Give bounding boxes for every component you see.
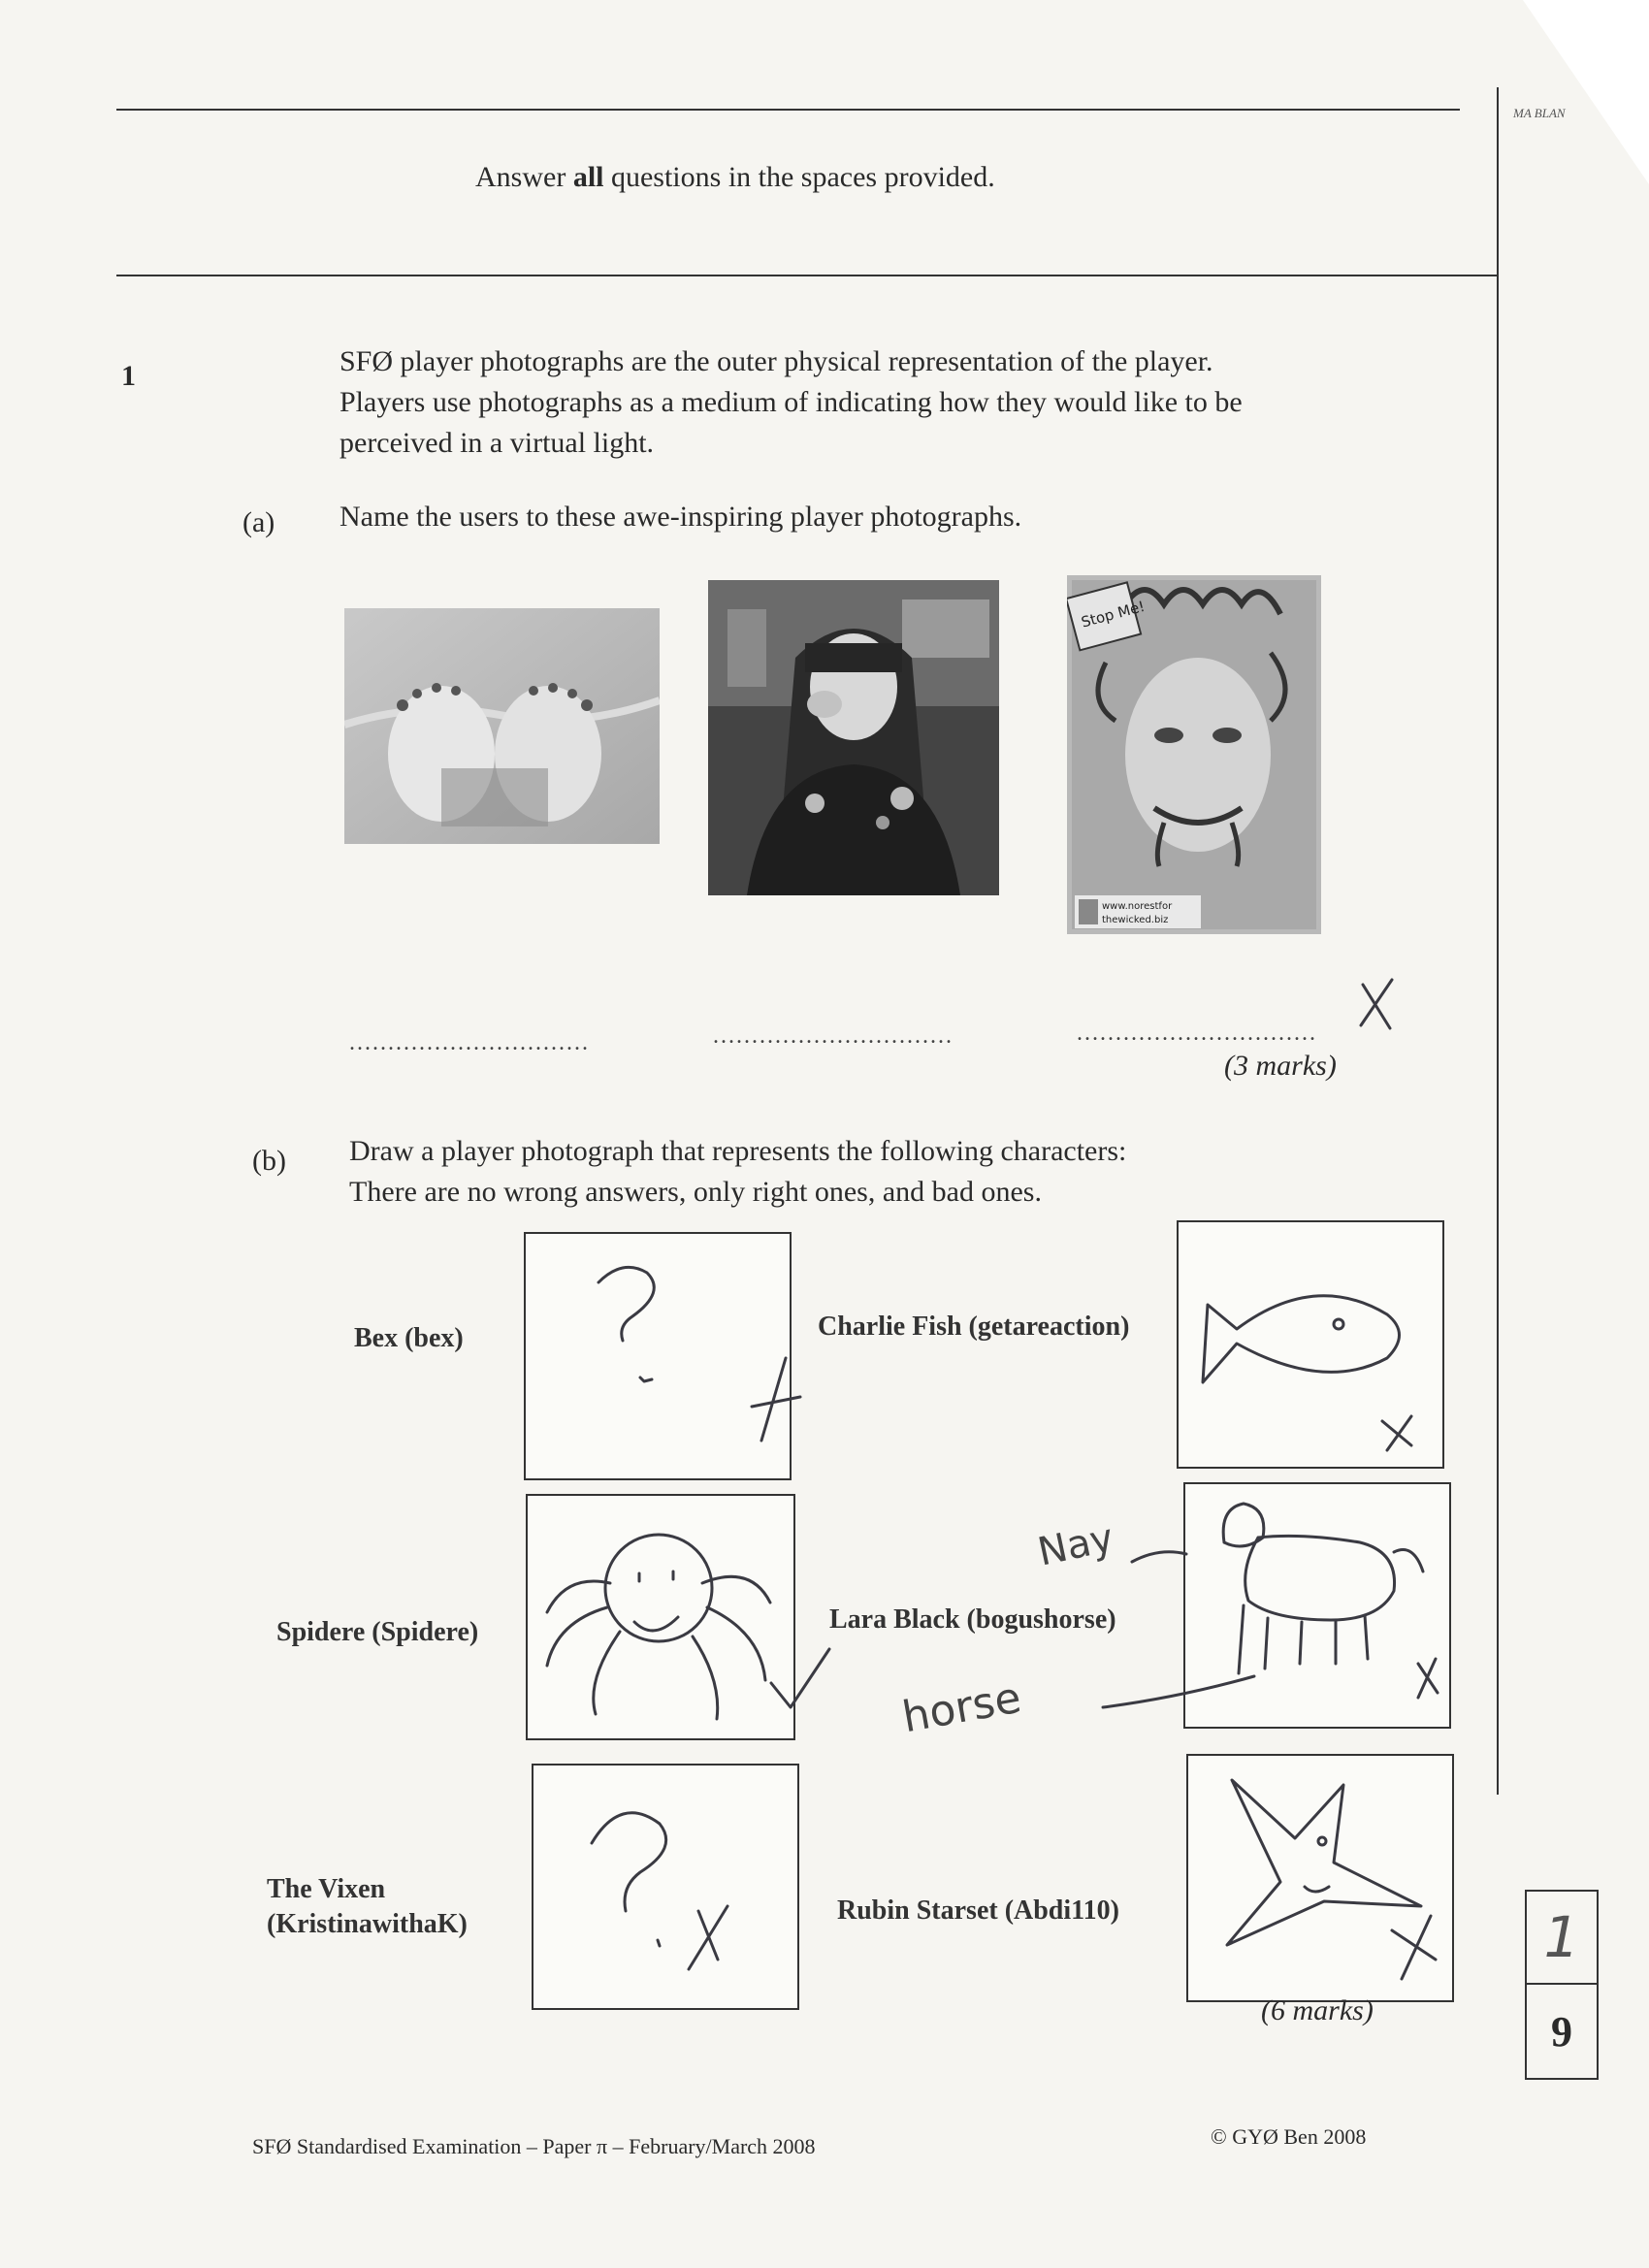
intro-line-2: Players use photographs as a medium of indicating how they would like to be (340, 386, 1243, 418)
char-label-rubin-starset: Rubin Starset (Abdi110) (837, 1895, 1119, 1926)
instruction-bold: all (572, 161, 604, 193)
drawing-star (1188, 1756, 1452, 2000)
answer-line-3[interactable]: ............................... (1077, 1021, 1317, 1046)
drawing-box-rubin-starset[interactable] (1186, 1754, 1454, 2002)
nay-arrow-line (1130, 1542, 1188, 1571)
part-a-text: Name the users to these awe-inspiring player photographs. (340, 501, 1022, 533)
girl-photo-image (708, 580, 999, 895)
part-b-text (349, 1131, 1126, 1213)
question-number: 1 (121, 360, 136, 392)
part-b-marks: (6 marks) (1261, 1994, 1374, 2026)
handwriting-nay: Nay (1034, 1515, 1118, 1575)
drawing-caption-line1: www.norestfor (1102, 901, 1173, 912)
vixen-line-2: (KristinawithaK) (267, 1909, 468, 1939)
char-label-lara-black: Lara Black (bogushorse) (829, 1604, 1116, 1635)
mark-x-a (1353, 975, 1402, 1033)
part-a-marks: (3 marks) (1224, 1050, 1337, 1082)
footer-left: SFØ Standardised Examination – Paper π – February/March 2008 (252, 2134, 816, 2158)
answer-line-1[interactable]: ............................... (349, 1030, 590, 1055)
answer-line-2[interactable]: ............................... (713, 1023, 954, 1049)
drawing-caption-line2: thewicked.biz (1102, 915, 1169, 925)
char-label-the-vixen (267, 1872, 468, 1942)
intro-line-3: perceived in a virtual light. (340, 427, 655, 459)
top-rule (116, 109, 1460, 111)
intro-line-1: SFØ player photographs are the outer physical representation of the player. (340, 345, 1213, 377)
drawing-vixen (534, 1766, 797, 2008)
drawing-fish (1179, 1222, 1442, 1467)
drawing-photo-image (1067, 575, 1321, 934)
horse-arrow-line (1101, 1669, 1256, 1717)
char-label-spidere: Spidere (Spidere) (276, 1617, 479, 1647)
header-bottom-rule (116, 275, 1499, 276)
right-margin-rule (1497, 87, 1499, 1795)
drawing-box-spidere[interactable] (526, 1494, 795, 1740)
char-label-bex: Bex (bex) (354, 1323, 464, 1353)
question-intro (340, 341, 1455, 464)
instruction (475, 157, 995, 198)
drawing-spider (528, 1496, 793, 1738)
drawing-sign-text: Stop Me! (1079, 597, 1148, 632)
part-b-line-1: Draw a player photograph that represents the following characters: (349, 1135, 1127, 1167)
drawing-box-charlie-fish[interactable] (1177, 1220, 1444, 1469)
footer-right: © GYØ Ben 2008 (1211, 2124, 1367, 2149)
part-a-label: (a) (242, 506, 275, 538)
score-box (1525, 1890, 1599, 2080)
score-awarded: 1 (1527, 1892, 1597, 1985)
instruction-post: questions in the spaces provided. (603, 161, 995, 193)
mark-tick-spidere (766, 1644, 834, 1712)
feet-photo (344, 608, 660, 844)
page-corner-fold (1523, 0, 1649, 184)
part-b-label: (b) (252, 1145, 286, 1177)
score-total: 9 (1551, 2008, 1572, 2056)
char-label-charlie-fish: Charlie Fish (getareaction) (818, 1312, 1130, 1342)
part-b-line-2: There are no wrong answers, only right ones, and bad ones. (349, 1176, 1042, 1208)
handwriting-horse: horse (898, 1672, 1025, 1743)
drawing-box-the-vixen[interactable] (532, 1764, 799, 2010)
instruction-pre: Answer (475, 161, 573, 193)
drawing-photo (1067, 575, 1321, 934)
girl-photo (708, 580, 999, 895)
mark-x-bex (747, 1353, 805, 1450)
feet-photo-image (344, 608, 660, 844)
vixen-line-1: The Vixen (267, 1874, 386, 1904)
margin-note: MA BLAN (1513, 106, 1566, 120)
